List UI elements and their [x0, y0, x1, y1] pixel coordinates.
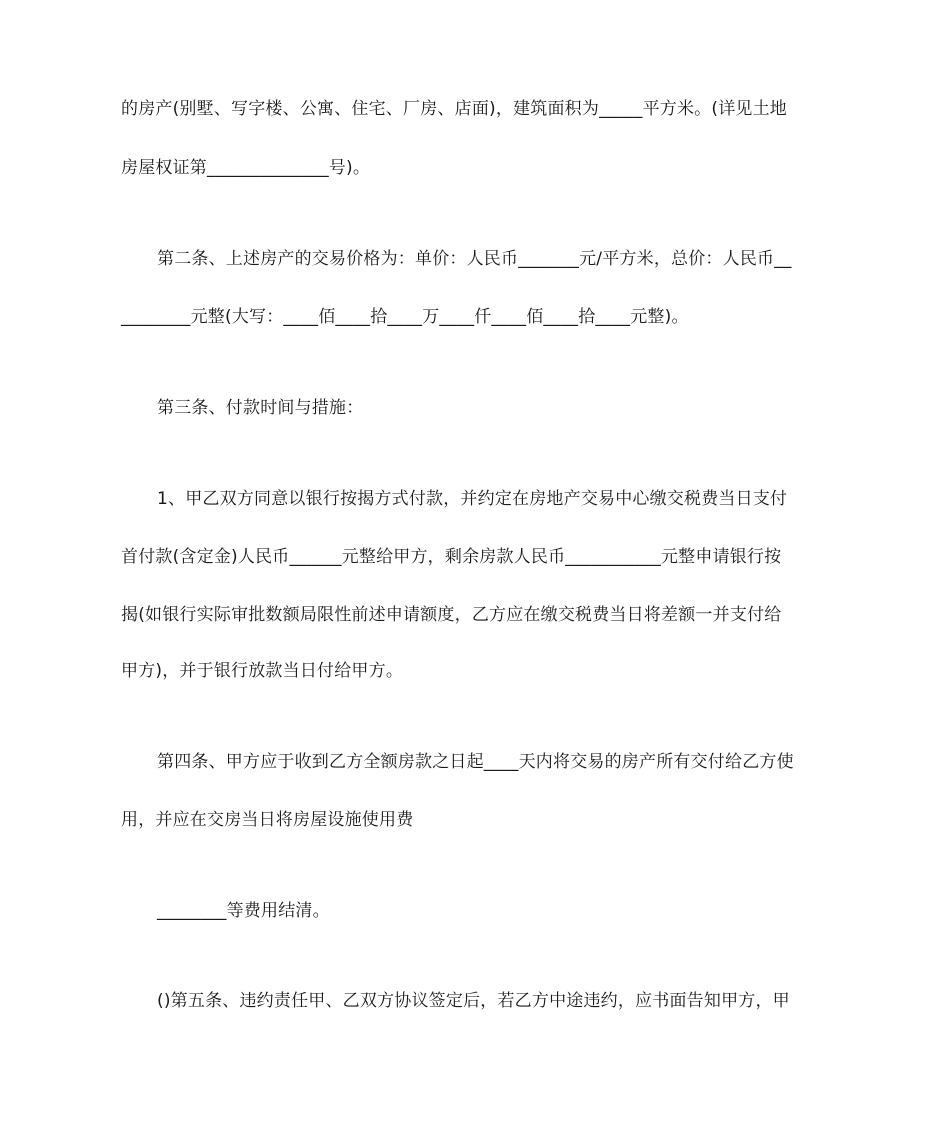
- article-4-line: 第四条、甲方应于收到乙方全额房款之日起____天内将交易的房产所有交付给乙方使: [157, 752, 794, 772]
- clause-1-line: 1、甲乙双方同意以银行按揭方式付款，并约定在房地产交易中心缴交税费当日支付: [157, 489, 788, 509]
- article-2-line: 第二条、上述房产的交易价格为：单价：人民币_______元/平方米，总价：人民币__: [157, 249, 792, 269]
- article-5-line: ()第五条、违约责任甲、乙双方协议签定后，若乙方中途违约，应书面告知甲方，甲: [157, 991, 790, 1011]
- article-4-line: 用，并应在交房当日将房屋设施使用费: [121, 810, 414, 830]
- paragraph-line: 房屋权证第______________号)。: [121, 158, 371, 178]
- article-3-heading: 第三条、付款时间与措施：: [157, 398, 364, 418]
- clause-1-line: 揭(如银行实际审批数额局限性前述申请额度，乙方应在缴交税费当日将差额一并支付给: [121, 605, 782, 625]
- paragraph-line: 的房产(别墅、写字楼、公寓、住宅、厂房、店面)，建筑面积为_____平方米。(详见土地: [121, 99, 787, 119]
- article-4-line: ________等费用结清。: [157, 901, 330, 921]
- clause-1-line: 甲方)，并于银行放款当日付给甲方。: [121, 661, 404, 681]
- clause-1-line: 首付款(含定金)人民币______元整给甲方，剩余房款人民币___________元整申请银行按: [121, 547, 782, 567]
- article-2-line: ________元整(大写：____佰____拾____万____仟____佰____拾____元整)。: [121, 307, 689, 327]
